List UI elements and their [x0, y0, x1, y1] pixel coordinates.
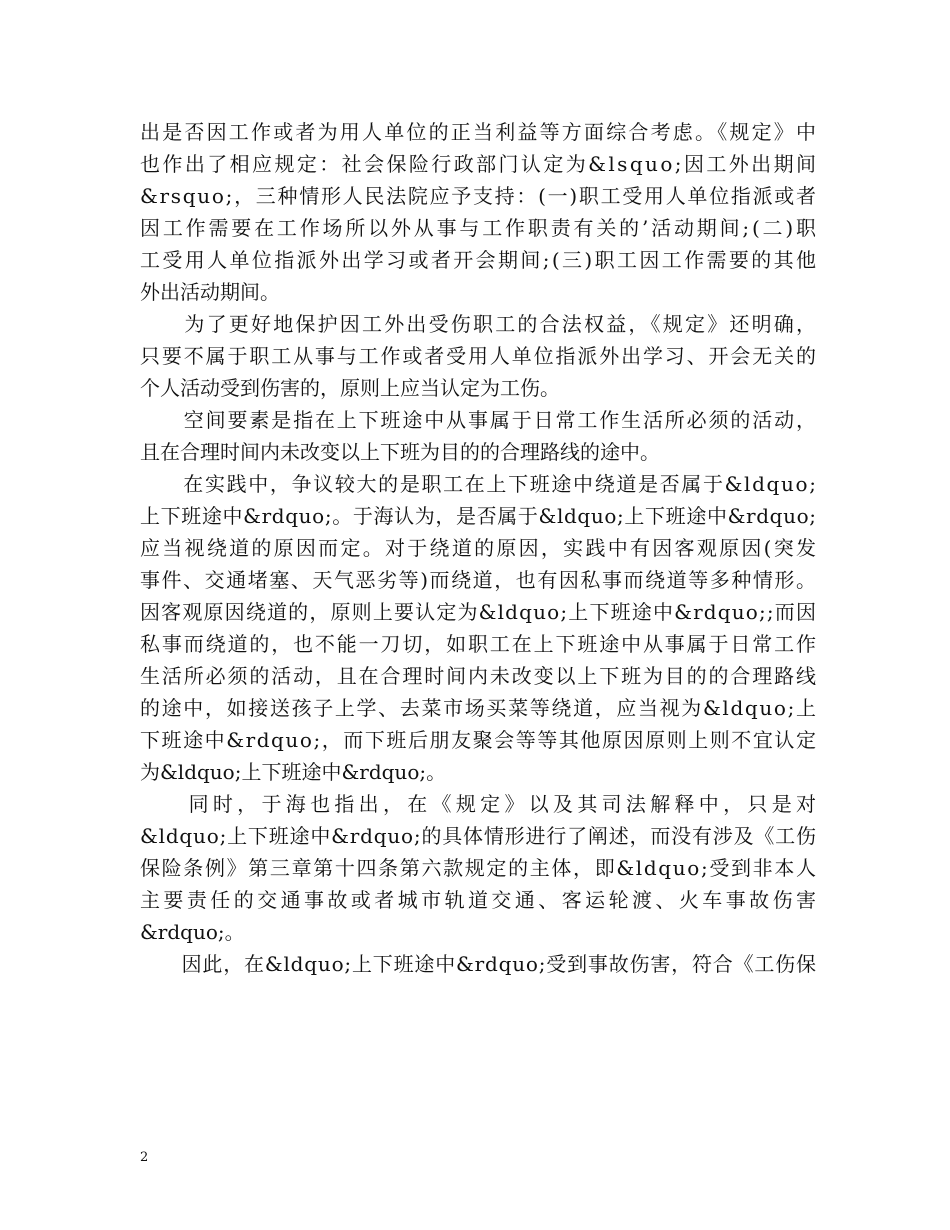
text-line-content: 私事而绕道的，也不能一刀切，如职工在上下班途中从事属于日常工作 — [140, 632, 818, 656]
text-line-content: 因此，在&ldquo;上下班途中&rdquo;受到事故伤害，符合《工伤保 — [140, 952, 817, 976]
text-line — [140, 148, 819, 180]
text-line-content: 工受用人单位指派外出学习或者开会期间;(三)职工因工作需要的其他 — [140, 248, 819, 272]
text-line — [140, 372, 816, 404]
text-line-content: 主要责任的交通事故或者城市轨道交通、客运轮渡、火车事故伤害 — [140, 888, 820, 912]
text-line-content: 且在合理时间内未改变以上下班为目的的合理路线的途中。 — [140, 440, 660, 464]
text-line — [140, 724, 816, 756]
text-line-content: 应当视绕道的原因而定。对于绕道的原因，实践中有因客观原因(突发 — [140, 536, 819, 560]
text-line — [140, 436, 816, 468]
text-line — [140, 276, 816, 308]
text-line-content: 外出活动期间。 — [140, 280, 280, 304]
text-line-content: 个人活动受到伤害的，原则上应当认定为工伤。 — [140, 376, 560, 400]
text-line-content: 生活所必须的活动，且在合理时间内未改变以上下班为目的的合理路线 — [140, 664, 818, 688]
text-line-content: &rsquo;，三种情形人民法院应予支持：(一)职工受用人单位指派或者 — [140, 184, 818, 208]
text-line-content: 因工作需要在工作场所以外从事与工作职责有关的’活动期间;(二)职 — [140, 216, 819, 240]
text-line-content: &rdquo;。 — [140, 920, 245, 944]
text-line-content: 为了更好地保护因工外出受伤职工的合法权益，《规定》还明确， — [140, 312, 819, 336]
text-line — [140, 244, 819, 276]
text-line-content: 只要不属于职工从事与工作或者受用人单位指派外出学习、开会无关的 — [140, 344, 818, 368]
text-line — [140, 468, 816, 500]
text-line-content: 保险条例》第三章第十四条第六款规定的主体，即&ldquo;受到非本人 — [140, 856, 818, 880]
text-line — [140, 212, 819, 244]
text-line-content: 为&ldquo;上下班途中&rdquo;。 — [140, 760, 447, 784]
text-line — [140, 500, 816, 532]
text-line-content: 同时，于海也指出，在《规定》以及其司法解释中，只是对 — [140, 792, 821, 816]
text-line — [140, 340, 816, 372]
text-line — [140, 884, 820, 916]
text-line-content: 在实践中，争议较大的是职工在上下班途中绕道是否属于&ldquo; — [140, 472, 818, 496]
text-line-content: 的途中，如接送孩子上学、去菜市场买菜等绕道，应当视为&ldquo;上 — [140, 696, 818, 720]
text-line-content: 事件、交通堵塞、天气恶劣等)而绕道，也有因私事而绕道等多种情形。 — [140, 568, 818, 592]
document-body — [140, 116, 821, 980]
page-number: 2 — [140, 1150, 149, 1165]
text-line-content: 因客观原因绕道的，原则上要认定为&ldquo;上下班途中&rdquo;;而因 — [140, 600, 818, 624]
text-line — [140, 564, 816, 596]
text-line — [140, 596, 816, 628]
text-line-content: 也作出了相应规定：社会保险行政部门认定为&lsquo;因工外出期间 — [140, 152, 819, 176]
text-line — [140, 852, 816, 884]
text-line — [140, 692, 816, 724]
text-line — [140, 532, 819, 564]
text-line — [140, 660, 816, 692]
text-line-content: &ldquo;上下班途中&rdquo;的具体情形进行了阐述，而没有涉及《工伤 — [140, 824, 817, 848]
text-line — [140, 180, 816, 212]
text-line — [140, 308, 819, 340]
text-line — [140, 948, 816, 980]
text-line-content: 上下班途中&rdquo;。于海认为，是否属于&ldquo;上下班途中&rdquo; — [140, 504, 817, 528]
text-line — [140, 916, 816, 948]
text-line — [140, 116, 819, 148]
text-line — [140, 404, 816, 436]
text-line-content: 下班途中&rdquo;，而下班后朋友聚会等等其他原因原则上则不宜认定 — [140, 728, 818, 752]
text-line-content: 出是否因工作或者为用人单位的正当利益等方面综合考虑。《规定》中 — [140, 120, 819, 144]
text-line — [140, 788, 821, 820]
text-line — [140, 820, 816, 852]
text-line — [140, 628, 816, 660]
text-line — [140, 756, 816, 788]
text-line-content: 空间要素是指在上下班途中从事属于日常工作生活所必须的活动， — [140, 408, 818, 432]
